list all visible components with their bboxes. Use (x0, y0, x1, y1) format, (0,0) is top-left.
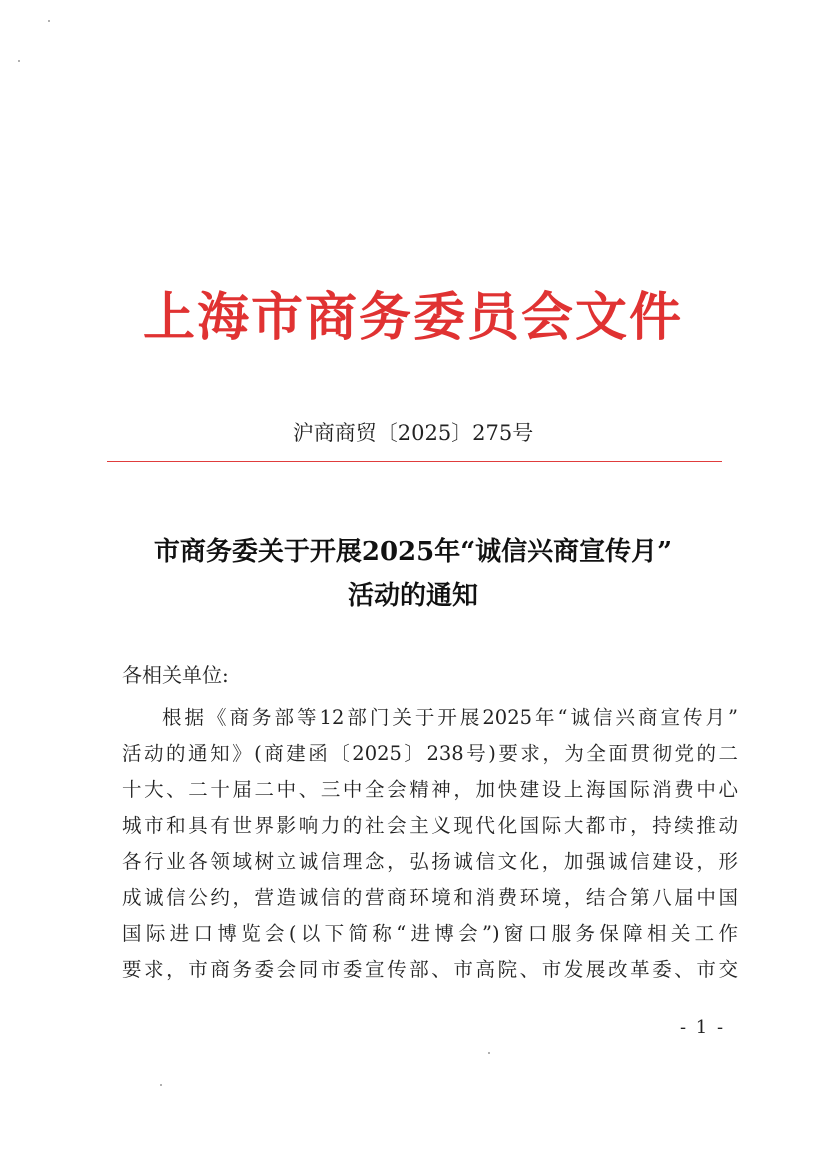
scan-speck (48, 20, 50, 22)
title-line-2: 活动的通知 (347, 581, 478, 611)
scan-speck (18, 60, 20, 62)
salutation: 各相关单位: (122, 663, 229, 687)
body-line: 活动的通知》(商建函〔2025〕238号)要求，为全面贯彻党的二 (122, 742, 738, 765)
body-line: 要求，市商务委会同市委宣传部、市高院、市发展改革委、市交 (122, 958, 738, 981)
document-title (100, 530, 726, 618)
page-number: - 1 - (680, 1017, 726, 1038)
scan-speck (488, 1052, 490, 1054)
body-paragraph (122, 700, 738, 988)
body-line: 根据《商务部等12部门关于开展2025年“诚信兴商宣传月” (162, 706, 738, 729)
document-number: 沪商商贸〔2025〕275号 (292, 421, 534, 445)
body-line: 成诚信公约，营造诚信的营商环境和消费环境，结合第八届中国 (122, 886, 738, 909)
body-line: 各行业各领域树立诚信理念，弘扬诚信文化，加强诚信建设，形 (122, 850, 738, 873)
body-line: 十大、二十届二中、三中全会精神，加快建设上海国际消费中心 (122, 778, 738, 801)
title-line-1: 市商务委关于开展2025年“诚信兴商宣传月” (153, 537, 673, 567)
document-masthead: 上海市商务委员会文件 (142, 287, 683, 348)
body-line: 城市和具有世界影响力的社会主义现代化国际大都市，持续推动 (122, 814, 738, 837)
body-line: 国际进口博览会(以下简称“进博会”)窗口服务保障相关工作 (122, 922, 738, 945)
scan-speck (160, 1084, 162, 1086)
red-divider-line (107, 461, 722, 462)
